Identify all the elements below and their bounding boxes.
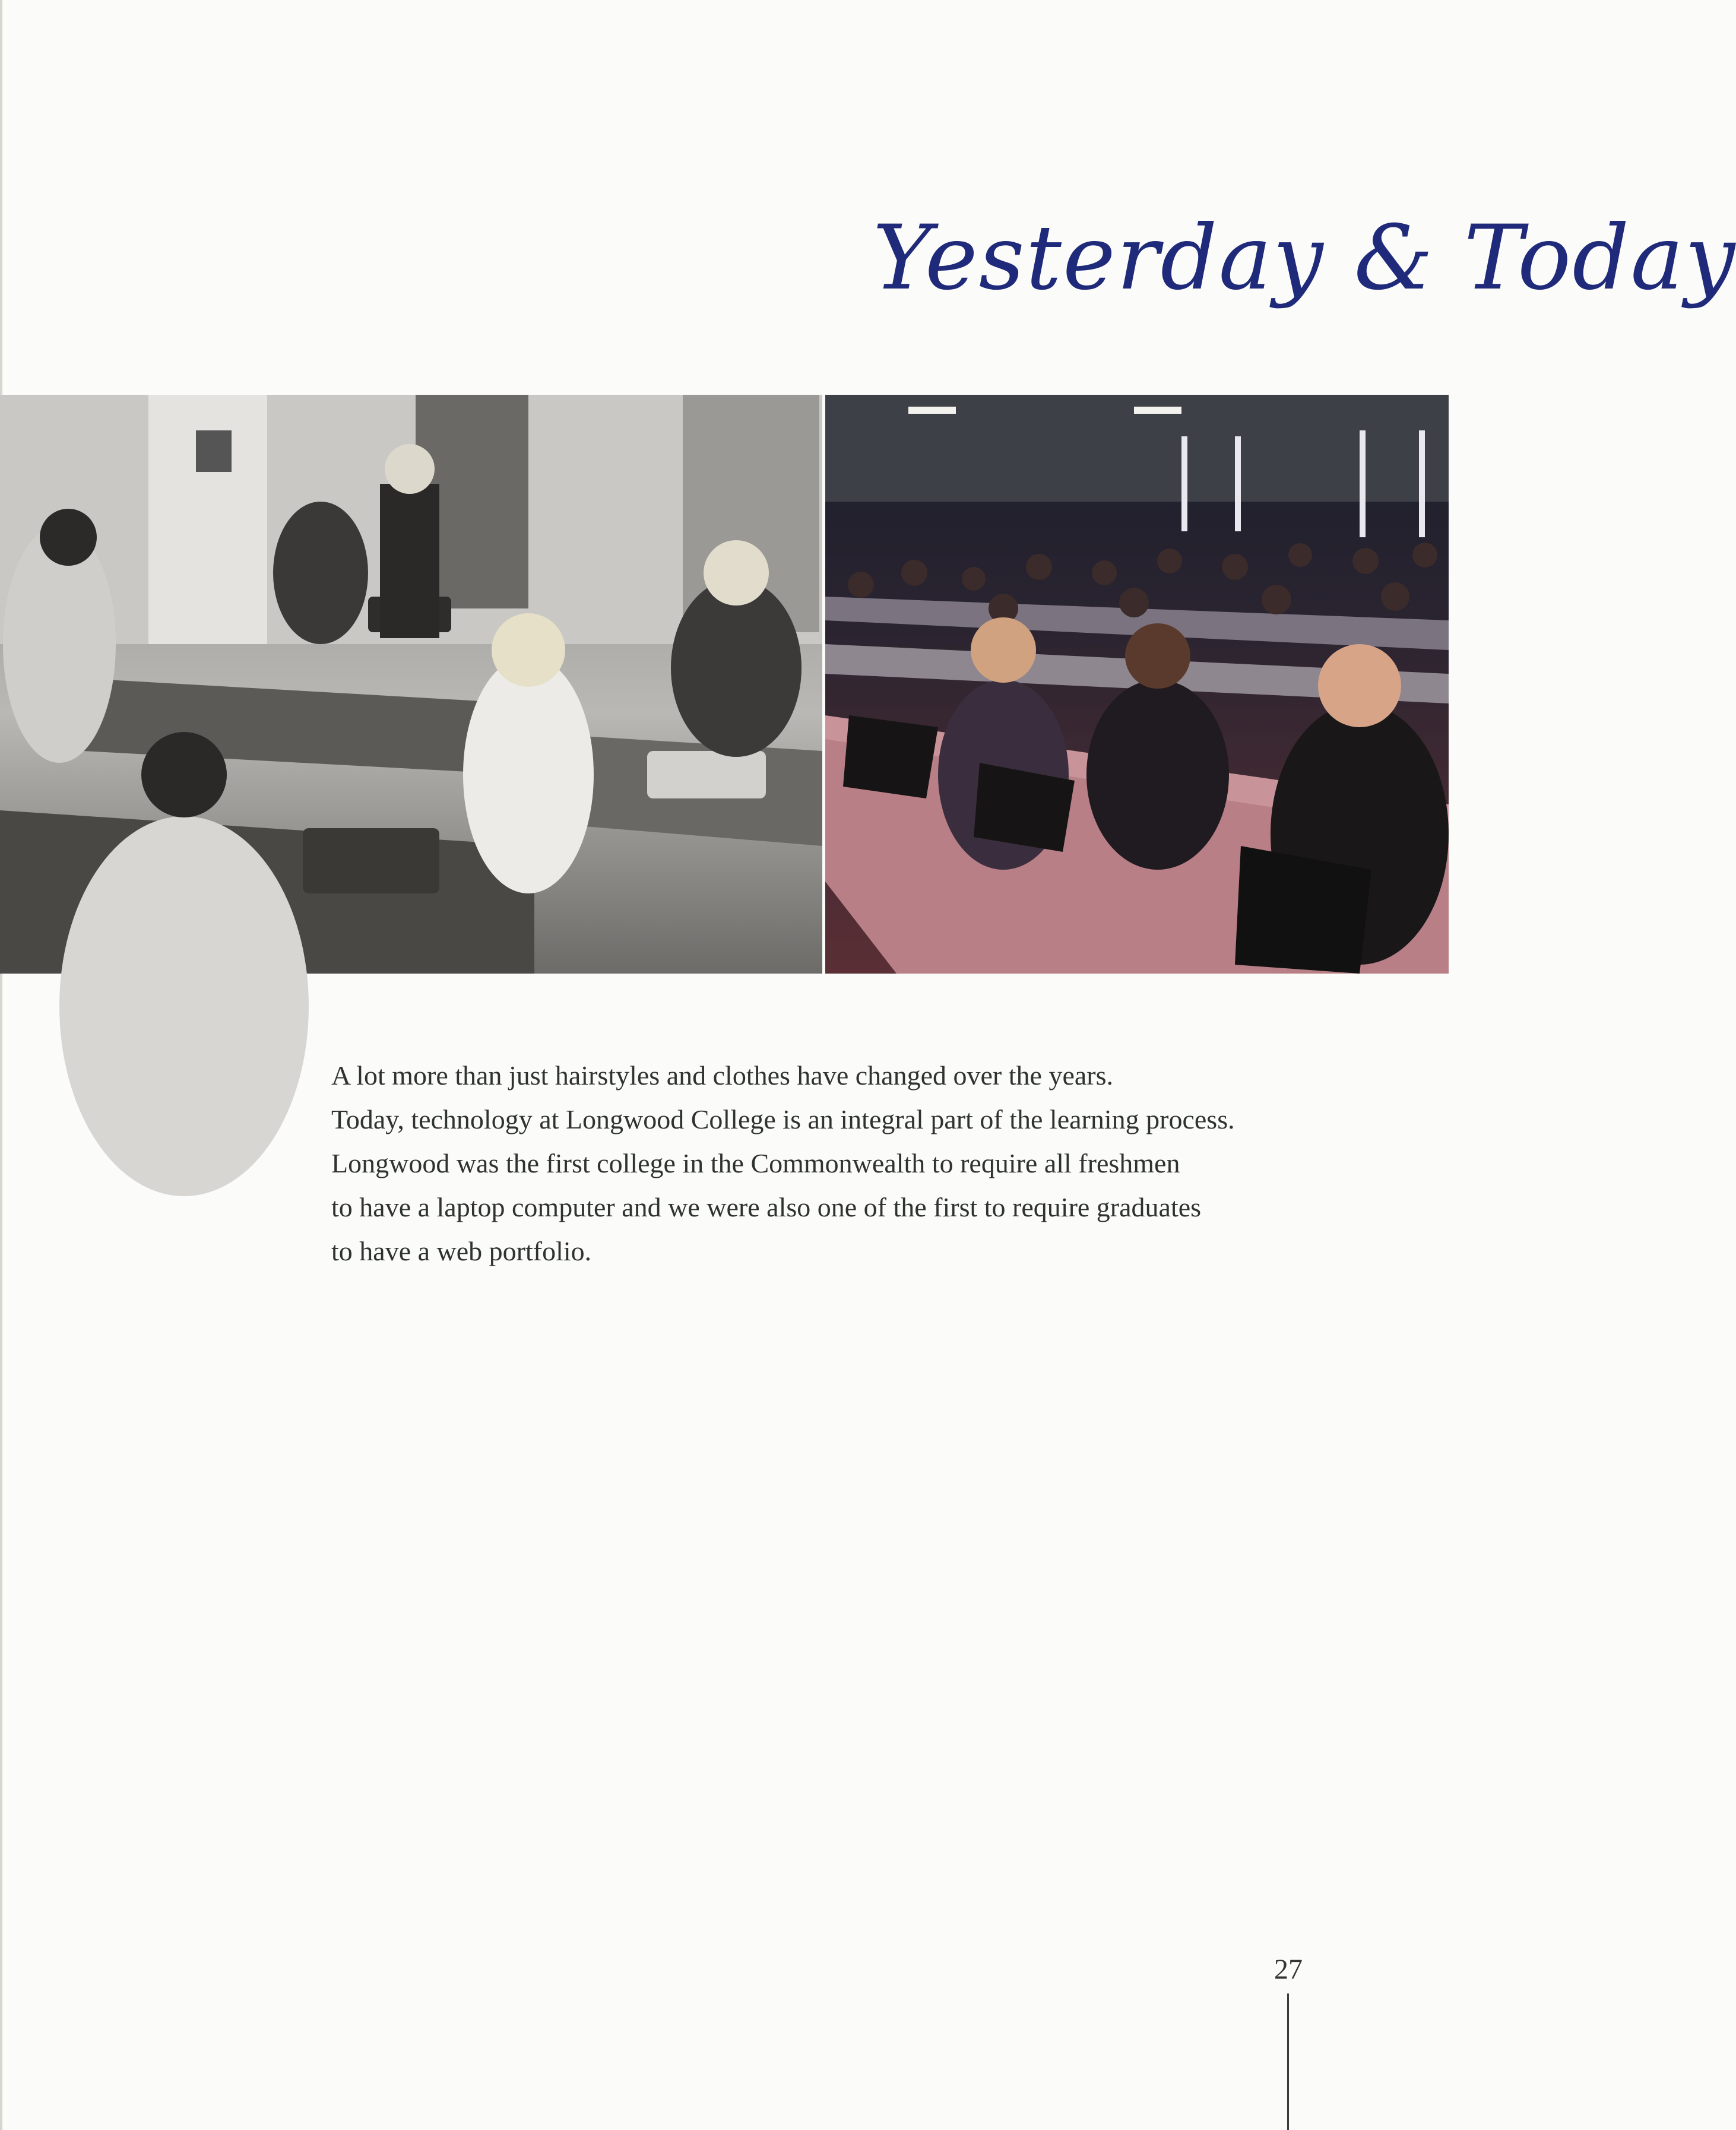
body-line: A lot more than just hairstyles and clothes have changed over the years.	[331, 1060, 1113, 1091]
body-paragraph	[331, 1054, 1305, 1273]
body-line: to have a laptop computer and we were also one of the first to require graduates	[331, 1192, 1202, 1222]
photo-typing-class	[0, 395, 822, 974]
script-title: Yesterday & Today	[873, 207, 1736, 310]
page-number: 27	[1274, 1954, 1303, 1985]
body-line: to have a web portfolio.	[331, 1236, 592, 1266]
body-line: Longwood was the first college in the Commonwealth to require all freshmen	[331, 1148, 1180, 1178]
photo-laptop-lecture-hall	[825, 395, 1449, 974]
page-number-rule	[1287, 1993, 1289, 2130]
body-line: Today, technology at Longwood College is an integral part of the learning process.	[331, 1104, 1235, 1134]
page-edge-shadow	[0, 0, 2, 2130]
